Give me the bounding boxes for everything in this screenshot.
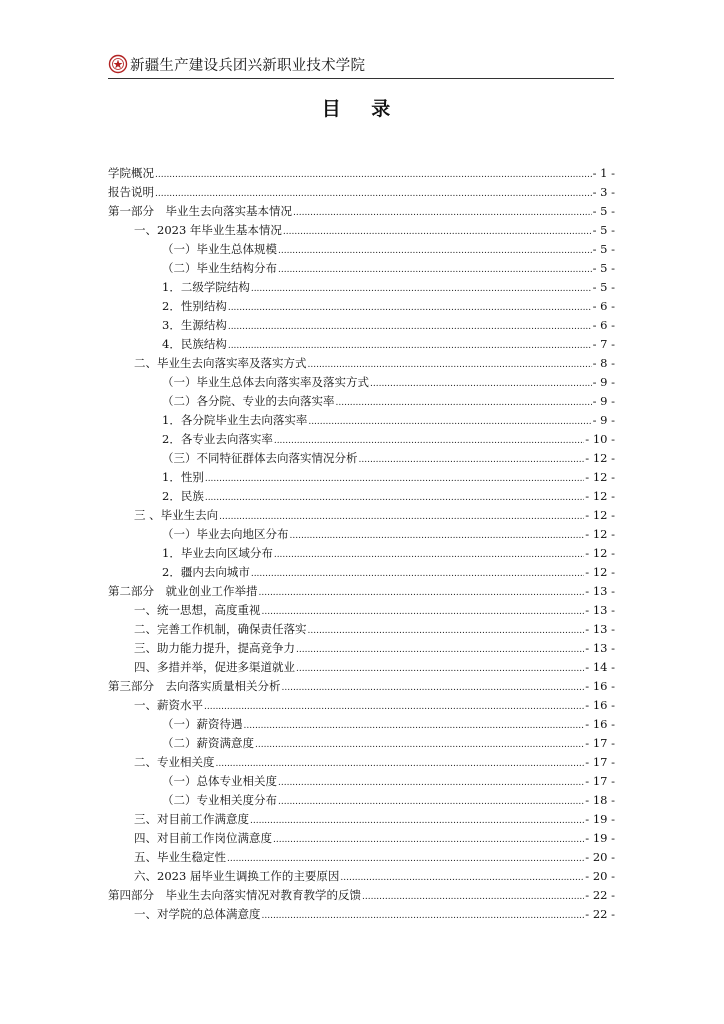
- toc-leader-dots: [308, 620, 585, 639]
- toc-leader-dots: [204, 696, 584, 715]
- toc-entry-label: 1．毕业去向区域分布: [162, 546, 273, 560]
- toc-leader-dots: [155, 183, 592, 202]
- toc-entry-page: - 13 -: [585, 584, 615, 598]
- toc-entry-page: - 12 -: [585, 565, 615, 579]
- toc-entry-label: 1．二级学院结构: [162, 280, 250, 294]
- toc-leader-dots: [278, 240, 592, 259]
- toc-leader-dots: [219, 506, 584, 525]
- toc-entry-page: - 16 -: [585, 679, 615, 693]
- toc-entry-page: - 7 -: [592, 337, 615, 351]
- toc-entry[interactable]: [108, 658, 615, 677]
- toc-leader-dots: [227, 848, 584, 867]
- toc-entry-label: 六、2023 届毕业生调换工作的主要原因: [134, 869, 340, 883]
- toc-entry[interactable]: [108, 202, 615, 221]
- toc-entry-label: （二）各分院、专业的去向落实率: [162, 394, 335, 408]
- toc-entry-page: - 14 -: [585, 660, 615, 674]
- toc-entry-label: （二）毕业生结构分布: [162, 261, 277, 275]
- toc-entry-label: 二、专业相关度: [134, 755, 215, 769]
- toc-entry[interactable]: [108, 753, 615, 772]
- toc-entry[interactable]: [108, 335, 615, 354]
- toc-entry-page: - 5 -: [592, 280, 615, 294]
- toc-leader-dots: [293, 202, 592, 221]
- toc-leader-dots: [282, 677, 585, 696]
- toc-entry[interactable]: [108, 525, 615, 544]
- toc-entry-page: - 10 -: [585, 432, 615, 446]
- toc-entry-label: 2．疆内去向城市: [162, 565, 250, 579]
- toc-entry[interactable]: [108, 734, 615, 753]
- toc-leader-dots: [278, 772, 584, 791]
- toc-entry-label: 五、毕业生稳定性: [134, 850, 226, 864]
- toc-leader-dots: [283, 221, 592, 240]
- toc-entry[interactable]: [108, 563, 615, 582]
- toc-leader-dots: [262, 601, 585, 620]
- toc-entry-page: - 13 -: [585, 622, 615, 636]
- toc-entry[interactable]: [108, 905, 615, 924]
- toc-entry-label: （三）不同特征群体去向落实情况分析: [162, 451, 358, 465]
- toc-entry[interactable]: [108, 449, 615, 468]
- toc-entry-label: 2．各专业去向落实率: [162, 432, 273, 446]
- toc-entry-page: - 13 -: [585, 603, 615, 617]
- toc-entry[interactable]: [108, 278, 615, 297]
- toc-leader-dots: [228, 335, 592, 354]
- toc-entry-label: 一、统一思想，高度重视: [134, 603, 261, 617]
- toc-leader-dots: [362, 886, 584, 905]
- toc-entry-page: - 5 -: [592, 204, 615, 218]
- toc-entry[interactable]: [108, 240, 615, 259]
- college-emblem-icon: [108, 54, 128, 74]
- toc-entry[interactable]: [108, 620, 615, 639]
- toc-entry[interactable]: [108, 639, 615, 658]
- toc-entry-label: （二）薪资满意度: [162, 736, 254, 750]
- toc-entry-label: （一）毕业去向地区分布: [162, 527, 289, 541]
- toc-entry-page: - 17 -: [585, 736, 615, 750]
- toc-entry[interactable]: [108, 373, 615, 392]
- toc-entry-label: 4．民族结构: [162, 337, 227, 351]
- toc-entry[interactable]: [108, 354, 615, 373]
- toc-entry-label: 四、对目前工作岗位满意度: [134, 831, 272, 845]
- toc-leader-dots: [308, 354, 592, 373]
- toc-entry-label: 四、多措并举，促进多渠道就业: [134, 660, 295, 674]
- toc-leader-dots: [228, 316, 592, 335]
- page-header: [108, 50, 614, 79]
- toc-leader-dots: [296, 639, 584, 658]
- table-of-contents: [108, 164, 615, 924]
- toc-entry-page: - 19 -: [585, 831, 615, 845]
- toc-entry[interactable]: [108, 221, 615, 240]
- toc-entry-label: 1．各分院毕业生去向落实率: [162, 413, 308, 427]
- toc-leader-dots: [259, 582, 585, 601]
- toc-entry-label: 第四部分 毕业生去向落实情况对教育教学的反馈: [108, 888, 361, 902]
- toc-entry[interactable]: [108, 715, 615, 734]
- toc-entry-page: - 12 -: [585, 527, 615, 541]
- toc-entry-label: 一、薪资水平: [134, 698, 203, 712]
- toc-entry-page: - 19 -: [585, 812, 615, 826]
- toc-leader-dots: [278, 259, 592, 278]
- toc-entry-label: 2．民族: [162, 489, 204, 503]
- toc-entry-label: 报告说明: [108, 185, 154, 199]
- toc-leader-dots: [251, 563, 584, 582]
- toc-leader-dots: [205, 487, 584, 506]
- toc-entry[interactable]: [108, 829, 615, 848]
- toc-entry[interactable]: [108, 297, 615, 316]
- toc-entry[interactable]: [108, 677, 615, 696]
- institution-name: 新疆生产建设兵团兴新职业技术学院: [130, 57, 366, 74]
- toc-entry[interactable]: [108, 316, 615, 335]
- toc-leader-dots: [336, 392, 592, 411]
- toc-entry-label: 三、助力能力提升，提高竞争力: [134, 641, 295, 655]
- toc-entry[interactable]: [108, 867, 615, 886]
- toc-entry-label: 学院概况: [108, 166, 154, 180]
- toc-entry-page: - 5 -: [592, 261, 615, 275]
- toc-entry-label: 第一部分 毕业生去向落实基本情况: [108, 204, 292, 218]
- toc-entry-label: （二）专业相关度分布: [162, 793, 277, 807]
- toc-leader-dots: [205, 468, 584, 487]
- toc-leader-dots: [370, 373, 592, 392]
- toc-entry-page: - 3 -: [592, 185, 615, 199]
- toc-entry-page: - 13 -: [585, 641, 615, 655]
- toc-entry-page: - 5 -: [592, 223, 615, 237]
- toc-entry[interactable]: [108, 164, 615, 183]
- toc-entry[interactable]: [108, 183, 615, 202]
- toc-entry-page: - 22 -: [585, 907, 615, 921]
- toc-entry-page: - 16 -: [585, 717, 615, 731]
- toc-entry-page: - 18 -: [585, 793, 615, 807]
- toc-entry-page: - 12 -: [585, 470, 615, 484]
- toc-entry-label: 第二部分 就业创业工作举措: [108, 584, 258, 598]
- toc-entry[interactable]: [108, 601, 615, 620]
- toc-entry-page: - 12 -: [585, 508, 615, 522]
- toc-entry-label: （一）薪资待遇: [162, 717, 243, 731]
- toc-entry-label: （一）毕业生总体规模: [162, 242, 277, 256]
- toc-leader-dots: [255, 734, 584, 753]
- toc-entry-page: - 6 -: [592, 299, 615, 313]
- toc-entry-page: - 22 -: [585, 888, 615, 902]
- toc-entry[interactable]: [108, 487, 615, 506]
- toc-leader-dots: [273, 829, 584, 848]
- toc-entry[interactable]: [108, 259, 615, 278]
- toc-entry-page: - 9 -: [592, 394, 615, 408]
- toc-entry[interactable]: [108, 582, 615, 601]
- toc-leader-dots: [278, 791, 584, 810]
- toc-entry-label: （一）毕业生总体去向落实率及落实方式: [162, 375, 369, 389]
- toc-leader-dots: [216, 753, 585, 772]
- toc-entry[interactable]: [108, 468, 615, 487]
- toc-leader-dots: [250, 810, 584, 829]
- toc-entry-page: - 12 -: [585, 546, 615, 560]
- toc-entry[interactable]: [108, 772, 615, 791]
- toc-entry[interactable]: [108, 696, 615, 715]
- toc-entry-label: 2．性别结构: [162, 299, 227, 313]
- toc-leader-dots: [274, 544, 584, 563]
- toc-entry[interactable]: [108, 430, 615, 449]
- toc-entry-page: - 12 -: [585, 489, 615, 503]
- toc-entry-page: - 8 -: [592, 356, 615, 370]
- toc-entry-page: - 20 -: [585, 869, 615, 883]
- toc-entry[interactable]: [108, 506, 615, 525]
- toc-leader-dots: [290, 525, 585, 544]
- toc-leader-dots: [359, 449, 585, 468]
- page-title: 目 录: [321, 98, 403, 120]
- toc-entry-page: - 20 -: [585, 850, 615, 864]
- toc-entry-page: - 17 -: [585, 755, 615, 769]
- toc-entry-page: - 9 -: [592, 375, 615, 389]
- toc-leader-dots: [340, 867, 584, 886]
- toc-entry-label: 一、2023 年毕业生基本情况: [134, 223, 282, 237]
- toc-entry-page: - 1 -: [592, 166, 615, 180]
- toc-entry-label: 一、对学院的总体满意度: [134, 907, 261, 921]
- toc-leader-dots: [251, 278, 592, 297]
- toc-leader-dots: [274, 430, 584, 449]
- toc-entry-page: - 5 -: [592, 242, 615, 256]
- toc-entry-page: - 9 -: [592, 413, 615, 427]
- toc-leader-dots: [308, 411, 591, 430]
- toc-entry[interactable]: [108, 848, 615, 867]
- toc-entry-label: （一）总体专业相关度: [162, 774, 277, 788]
- toc-entry[interactable]: [108, 544, 615, 563]
- toc-entry-label: 3．生源结构: [162, 318, 227, 332]
- toc-entry-label: 三 、毕业生去向: [134, 508, 219, 522]
- toc-entry[interactable]: [108, 411, 615, 430]
- toc-entry-label: 第三部分 去向落实质量相关分析: [108, 679, 281, 693]
- toc-entry[interactable]: [108, 392, 615, 411]
- toc-entry-label: 1．性别: [162, 470, 204, 484]
- toc-leader-dots: [228, 297, 592, 316]
- toc-leader-dots: [296, 658, 584, 677]
- toc-leader-dots: [244, 715, 585, 734]
- toc-entry-page: - 6 -: [592, 318, 615, 332]
- toc-entry-label: 二、毕业生去向落实率及落实方式: [134, 356, 307, 370]
- toc-entry-page: - 17 -: [585, 774, 615, 788]
- toc-leader-dots: [262, 905, 585, 924]
- toc-entry-page: - 16 -: [585, 698, 615, 712]
- toc-entry-label: 三、对目前工作满意度: [134, 812, 249, 826]
- toc-entry[interactable]: [108, 810, 615, 829]
- toc-entry[interactable]: [108, 886, 615, 905]
- toc-entry-label: 二、完善工作机制，确保责任落实: [134, 622, 307, 636]
- toc-entry[interactable]: [108, 791, 615, 810]
- toc-leader-dots: [155, 164, 592, 183]
- toc-entry-page: - 12 -: [585, 451, 615, 465]
